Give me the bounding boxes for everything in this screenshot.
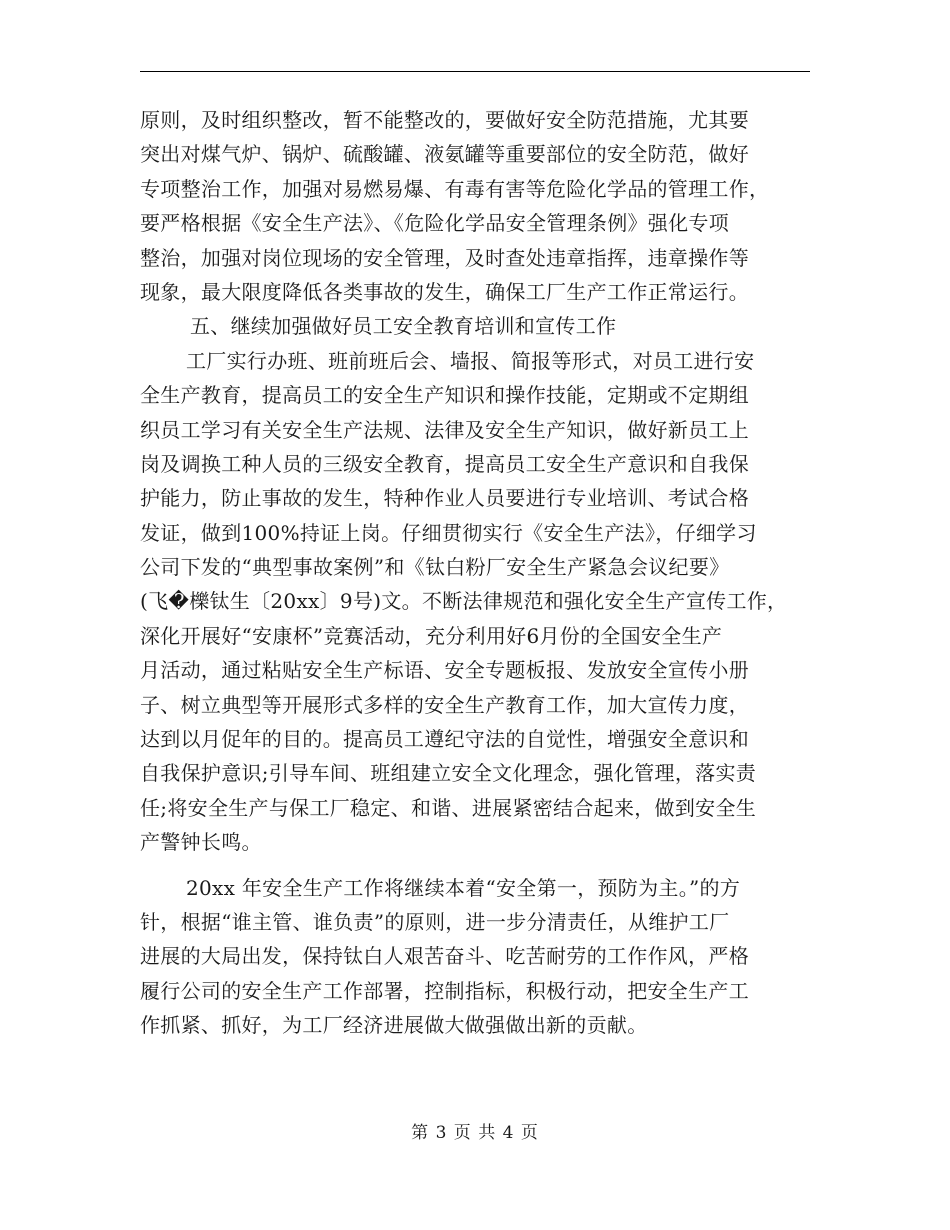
text-line: 达到以月促年的目的。提高员工遵纪守法的自觉性，增强安全意识和 [140,727,749,752]
text-line: 针，根据“谁主管、谁负责”的原则，进一步分清责任，从维护工厂 [140,909,730,934]
text-line: 发证，做到100%持证上岗。仔细贯彻实行《安全生产法》，仔细学习 [140,520,757,545]
text-line: 产警钟长鸣。 [140,830,262,855]
text-line: 子、树立典型等开展形式多样的安全生产教育工作，加大宣传力度， [140,692,749,717]
section-heading: 五、继续加强做好员工安全教育培训和宣传工作 [190,314,617,339]
text-line: 织员工学习有关安全生产法规、法律及安全生产知识，做好新员工上 [140,417,749,442]
document-body [140,103,810,1043]
text-line: (飞�櫟钛生〔20xx〕9号)文。不断法律规范和强化安全生产宣传工作， [140,589,788,614]
text-line: 护能力，防止事故的发生，特种作业人员要进行专业培训、考试合格 [140,486,749,511]
header-rule [140,71,810,72]
text-line: 工厂实行办班、班前班后会、墙报、简报等形式，对员工进行安 [186,348,755,373]
text-line: 履行公司的安全生产工作部署，控制指标，积极行动，把安全生产工 [140,978,749,1003]
text-line: 全生产教育，提高员工的安全生产知识和操作技能，定期或不定期组 [140,383,749,408]
text-line: 进展的大局出发，保持钛白人艰苦奋斗、吃苦耐劳的工作作风，严格 [140,944,749,969]
text-line: 突出对煤气炉、锅炉、硫酸罐、液氨罐等重要部位的安全防范，做好 [140,142,749,167]
text-line: 原则，及时组织整改，暂不能整改的，要做好安全防范措施，尤其要 [140,108,749,132]
text-line: 月活动，通过粘贴安全生产标语、安全专题板报、发放安全宣传小册 [140,658,749,683]
page-footer: 第 3 页 共 4 页 [411,1123,539,1143]
text-line: 整治，加强对岗位现场的安全管理，及时查处违章指挥，违章操作等 [140,245,749,270]
text-line: 现象，最大限度降低各类事故的发生，确保工厂生产工作正常运行。 [140,279,749,304]
text-line: 要严格根据《安全生产法》、《危险化学品安全管理条例》强化专项 [140,211,729,236]
text-line: 任;将安全生产与保工厂稳定、和谐、进展紧密结合起来，做到安全生 [140,795,757,820]
text-line: 作抓紧、抓好，为工厂经济进展做大做强做出新的贡献。 [140,1013,648,1038]
text-line: 20xx 年安全生产工作将继续本着“安全第一，预防为主。”的方 [186,875,741,900]
text-line: 公司下发的“典型事故案例”和《钛白粉厂安全生产紧急会议纪要》 [140,555,730,580]
text-line: 自我保护意识;引导车间、班组建立安全文化理念，强化管理，落实责 [140,761,757,786]
paragraph-gap [140,860,810,871]
text-line: 专项整治工作，加强对易燃易爆、有毒有害等危险化学品的管理工作， [140,176,770,201]
text-line: 岗及调换工种人员的三级安全教育，提高员工安全生产意识和自我保 [140,451,749,476]
text-line: 深化开展好“安康杯”竞赛活动，充分利用好6月份的全国安全生产 [140,623,723,648]
